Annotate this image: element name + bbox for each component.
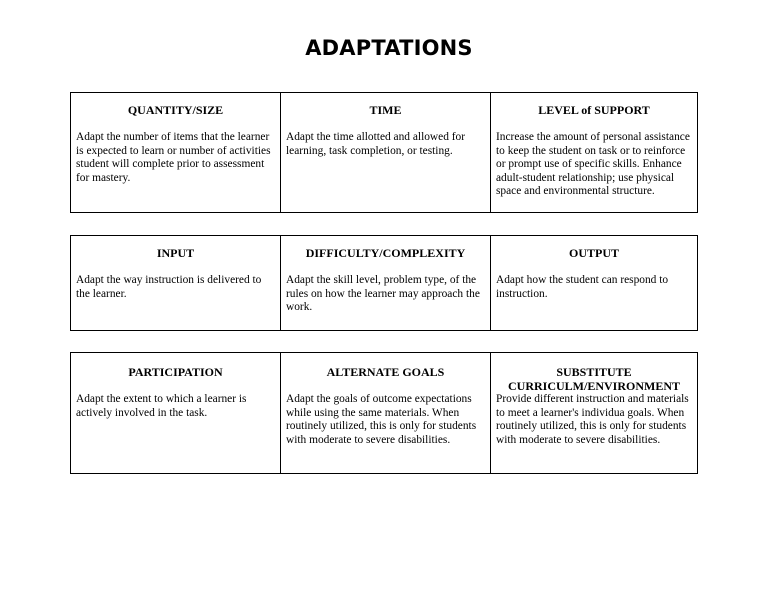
cell-text: Adapt the number of items that the learner is expected to learn or number of activities student will complete prior to assessment for mastery. — [76, 131, 271, 184]
cell-text: Adapt how the student can respond to instruction. — [496, 274, 669, 300]
adaptations-grid-row-1 — [70, 92, 698, 213]
cell-heading: DIFFICULTY/COMPLEXITY — [305, 246, 466, 260]
cell-alternate-goals — [281, 353, 491, 473]
cell-participation — [71, 353, 281, 473]
cell-heading: LEVEL of SUPPORT — [538, 103, 650, 117]
cell-heading: QUANTITY/SIZE — [127, 103, 224, 117]
cell-heading: PARTICIPATION — [128, 365, 223, 379]
cell-heading: OUTPUT — [568, 246, 619, 260]
cell-quantity-size — [71, 93, 281, 212]
adaptations-grid-row-2 — [70, 235, 698, 331]
cell-heading: SUBSTITUTE CURRICULM/ENVIRONMENT — [507, 365, 680, 393]
cell-text: Increase the amount of personal assistance to keep the student on task or to reinforce or prompt use of specific skills. Enhance adult-student relationship; use physical space and environmental structure. — [496, 131, 690, 197]
cell-text: Adapt the extent to which a learner is actively involved in the task. — [76, 393, 247, 419]
cell-heading: ALTERNATE GOALS — [326, 365, 445, 379]
cell-heading: INPUT — [156, 246, 195, 260]
cell-level-of-support — [491, 93, 697, 212]
adaptations-grid-row-3 — [70, 352, 698, 474]
cell-text: Provide different instruction and materials to meet a learner's individua goals. When routinely utilized, this is only for students with moderate to severe disabilities. — [496, 393, 689, 446]
cell-text: Adapt the goals of outcome expectations while using the same materials. When routinely utilized, this is only for students with moderate to severe disabilities. — [286, 393, 477, 446]
cell-time — [281, 93, 491, 212]
page-title: ADAPTATIONS — [305, 36, 473, 60]
cell-output — [491, 236, 697, 330]
cell-text: Adapt the time allotted and allowed for learning, task completion, or testing. — [286, 131, 466, 157]
cell-substitute-curriculum — [491, 353, 697, 473]
cell-text: Adapt the skill level, problem type, of the rules on how the learner may approach the work. — [286, 274, 480, 313]
cell-text: Adapt the way instruction is delivered to the learner. — [76, 274, 262, 300]
cell-input — [71, 236, 281, 330]
cell-heading: TIME — [369, 103, 402, 117]
cell-difficulty-complexity — [281, 236, 491, 330]
